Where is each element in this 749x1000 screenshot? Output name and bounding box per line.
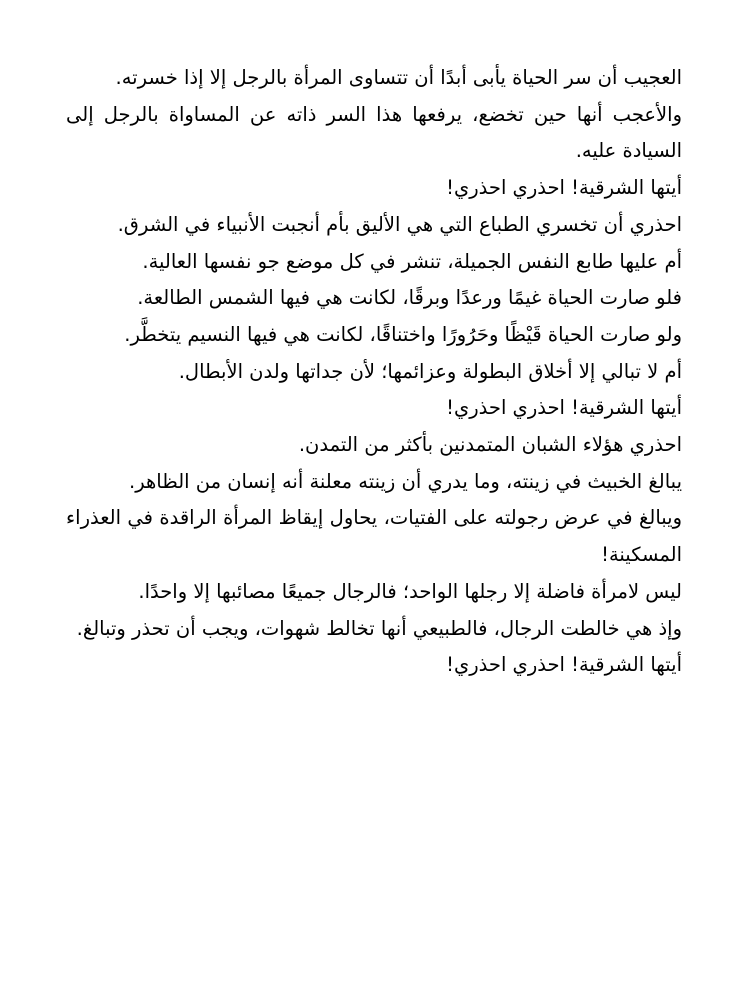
paragraph-3: أيتها الشرقية! احذري احذري!	[446, 176, 682, 200]
article-body	[66, 60, 682, 684]
paragraph-10: احذري هؤلاء الشبان المتمدنين بأكثر من التمدن.	[298, 433, 682, 457]
paragraph-6: فلو صارت الحياة غيمًا ورعدًا وبرقًا، لكانت هي فيها الشمس الطالعة.	[137, 286, 682, 310]
paragraph-11: يبالغ الخبيث في زينته، وما يدري أن زينته معلنة أنه إنسان من الظاهر.	[129, 469, 682, 493]
paragraph-13: ليس لامرأة فاضلة إلا رجلها الواحد؛ فالرجال جميعًا مصائبها إلا واحدًا.	[138, 579, 682, 603]
paragraph-7: ولو صارت الحياة قَيْظًا وحَرُورًا واختناقًا، لكانت هي فيها النسيم يتخطَّر.	[124, 322, 682, 346]
paragraph-9: أيتها الشرقية! احذري احذري!	[446, 396, 682, 420]
paragraph-5: أم عليها طابع النفس الجميلة، تنشر في كل موضع جو نفسها العالية.	[142, 249, 682, 273]
paragraph-1: العجيب أن سر الحياة يأبى أبدًا أن تتساوى المرأة بالرجل إلا إذا خسرته.	[115, 66, 682, 89]
paragraph-4: احذري أن تخسري الطباع التي هي الأليق بأم أنجبت الأنبياء في الشرق.	[117, 212, 682, 236]
paragraph-2: والأعجب أنها حين تخضع، يرفعها هذا السر ذاته عن المساواة بالرجل إلى السيادة عليه.	[66, 102, 682, 163]
paragraph-12: ويبالغ في عرض رجولته على الفتيات، يحاول إيقاظ المرأة الراقدة في العذراء المسكينة!	[66, 506, 682, 567]
paragraph-15: أيتها الشرقية! احذري احذري!	[446, 653, 682, 677]
paragraph-8: أم لا تبالي إلا أخلاق البطولة وعزائمها؛ لأن جداتها ولدن الأبطال.	[178, 359, 682, 383]
paragraph-14: وإذ هي خالطت الرجال، فالطبيعي أنها تخالط شهوات، ويجب أن تحذر وتبالغ.	[76, 616, 682, 640]
